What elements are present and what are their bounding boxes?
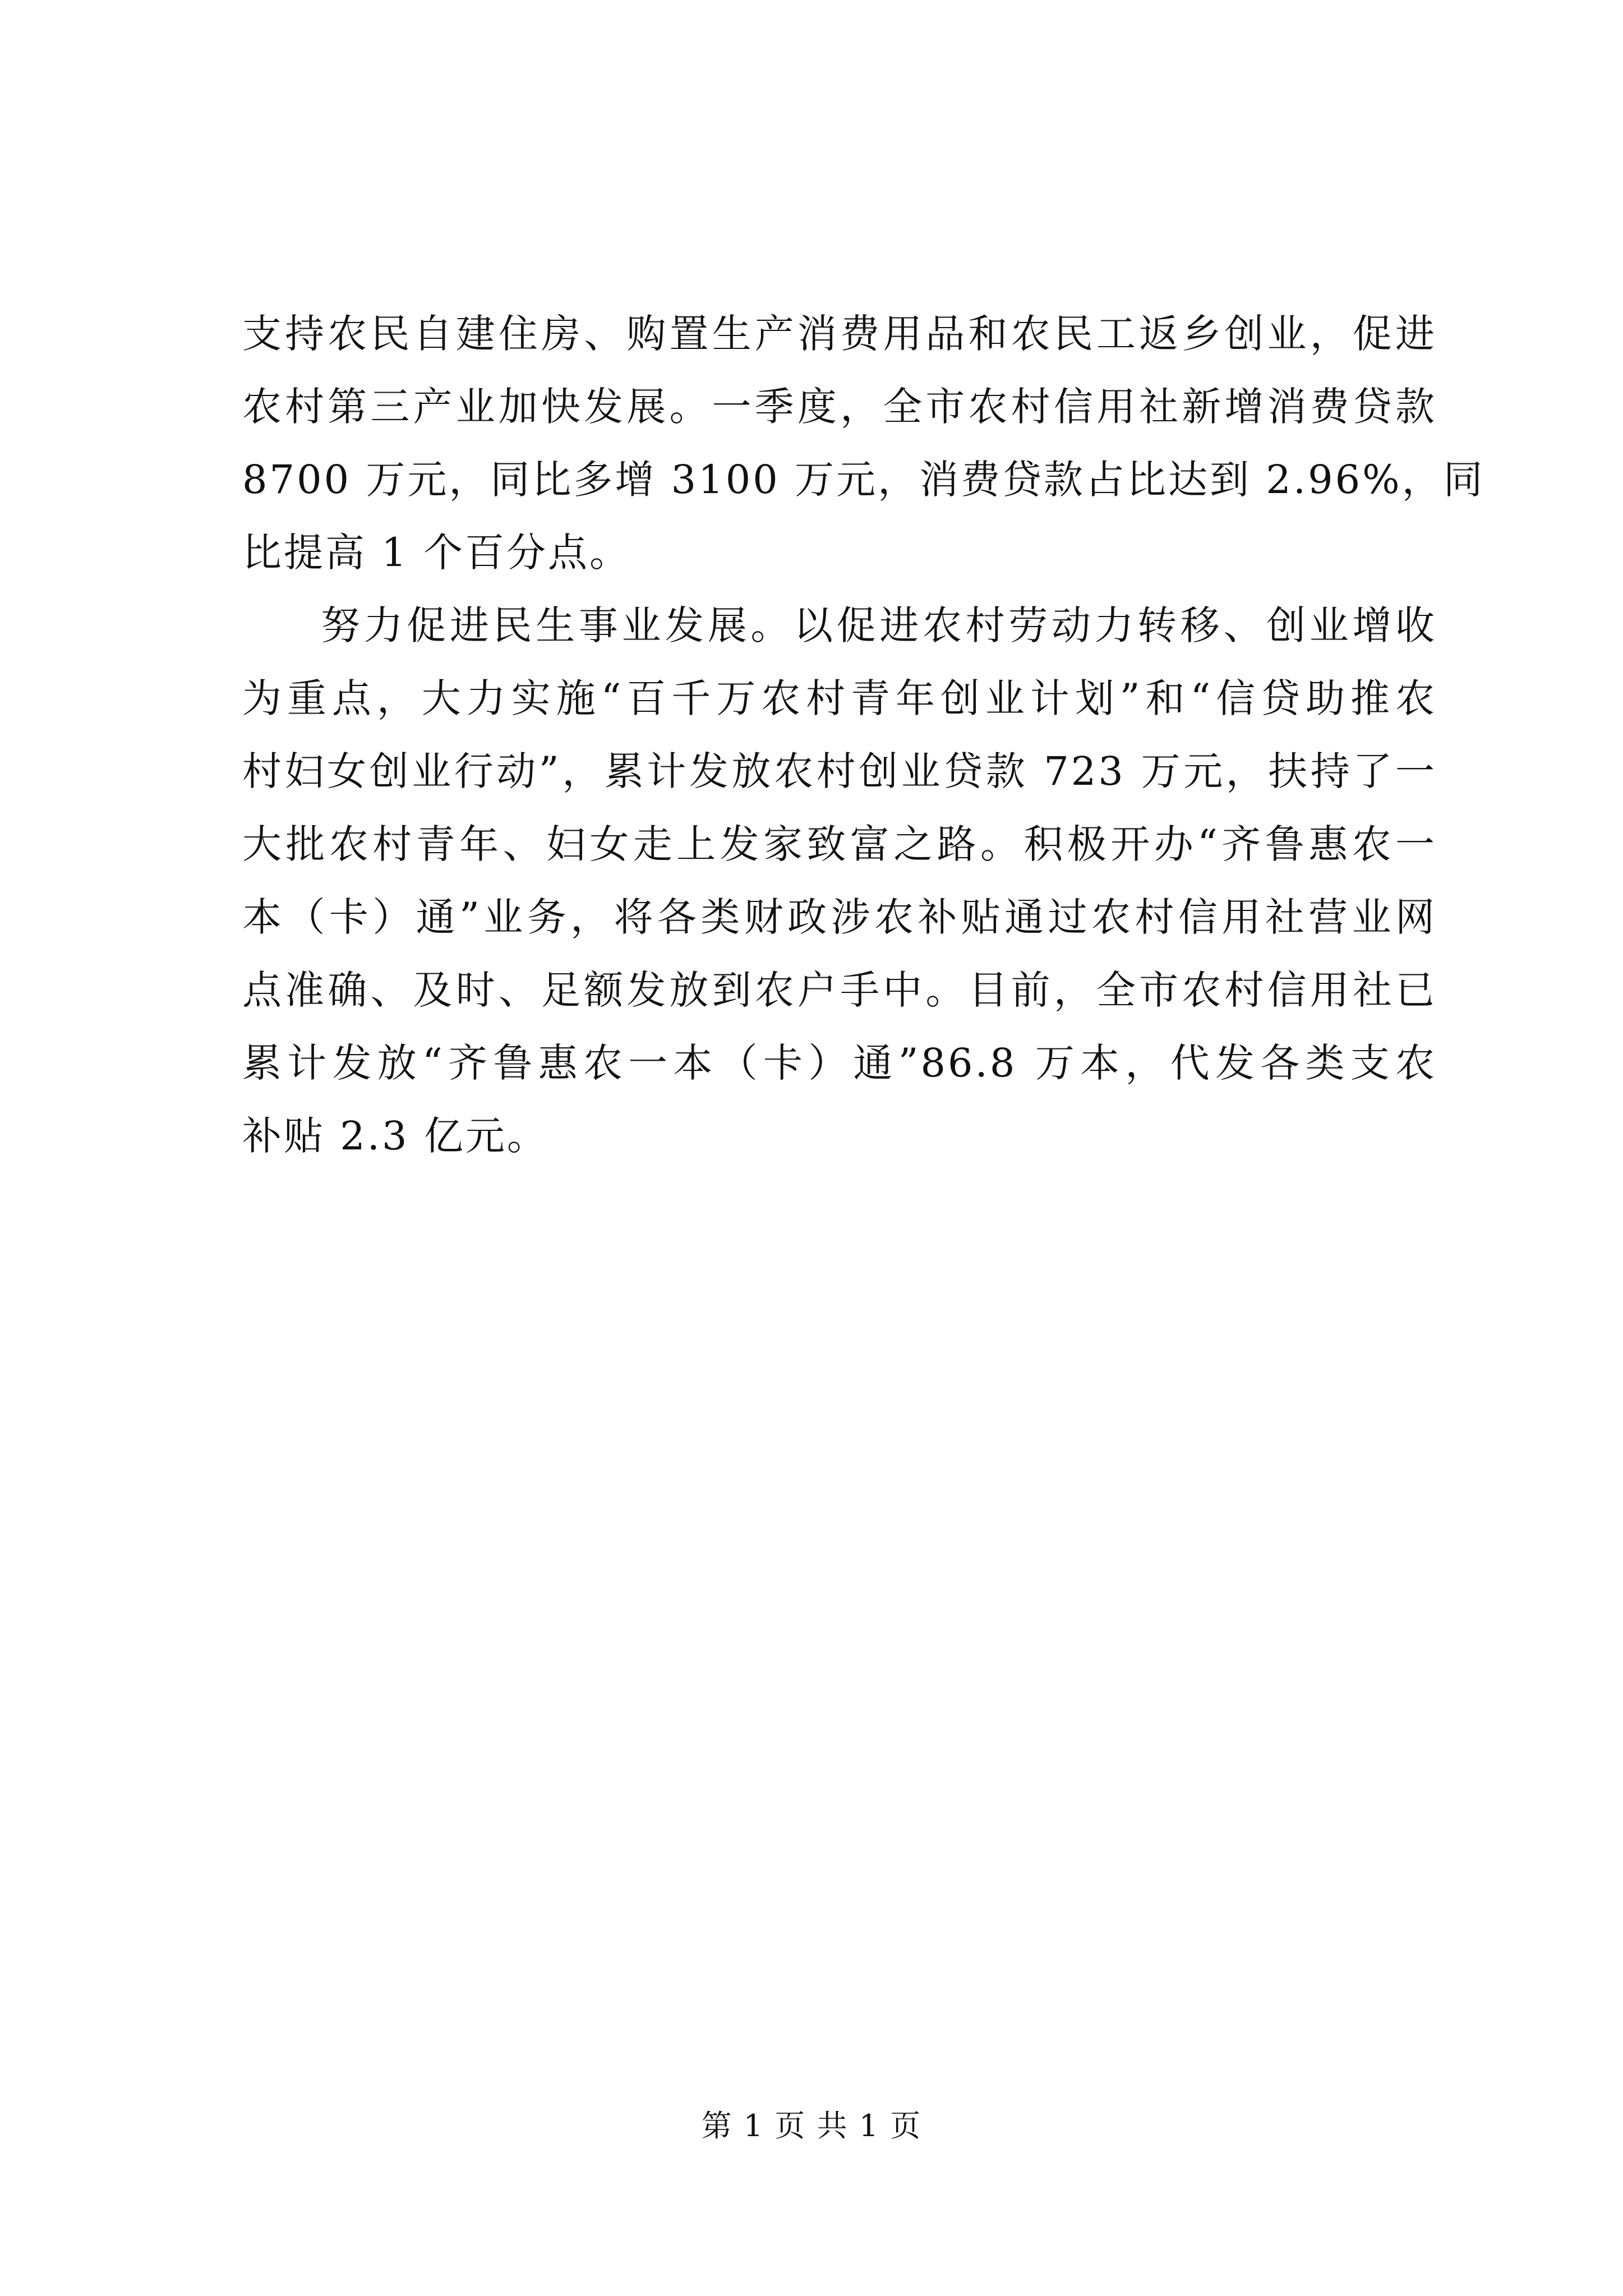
paragraph-line: 本（卡）通”业务，将各类财政涉农补贴通过农村信用社营业网 (242, 894, 1437, 940)
paragraph-2 (242, 589, 1437, 1172)
paragraph-line: 支持农民自建住房、购置生产消费用品和农民工返乡创业，促进 (242, 311, 1437, 357)
paragraph-line: 村妇女创业行动”，累计发放农村创业贷款 723 万元，扶持了一 (242, 748, 1437, 794)
paragraph-line: 补贴 2.3 亿元。 (242, 1113, 548, 1159)
paragraph-line: 大批农村青年、妇女走上发家致富之路。积极开办“齐鲁惠农一 (242, 821, 1437, 867)
paragraph-1 (242, 297, 1485, 589)
page-footer (0, 2106, 1623, 2146)
paragraph-line: 农村第三产业加快发展。一季度，全市农村信用社新增消费贷款 (242, 384, 1437, 430)
document-body (242, 297, 1485, 1172)
paragraph-line: 为重点，大力实施“百千万农村青年创业计划”和“信贷助推农 (242, 675, 1437, 721)
paragraph-line: 累计发放“齐鲁惠农一本（卡）通”86.8 万本，代发各类支农 (242, 1040, 1437, 1086)
paragraph-line: 努力促进民生事业发展。以促进农村劳动力转移、创业增收 (321, 602, 1437, 648)
paragraph-line: 8700 万元，同比多增 3100 万元，消费贷款占比达到 2.96%，同 (242, 457, 1485, 503)
paragraph-line: 点准确、及时、足额发放到农户手中。目前，全市农村信用社已 (242, 967, 1437, 1013)
paragraph-line: 比提高 1 个百分点。 (242, 530, 631, 576)
page-number: 第 1 页 共 1 页 (701, 2108, 922, 2143)
